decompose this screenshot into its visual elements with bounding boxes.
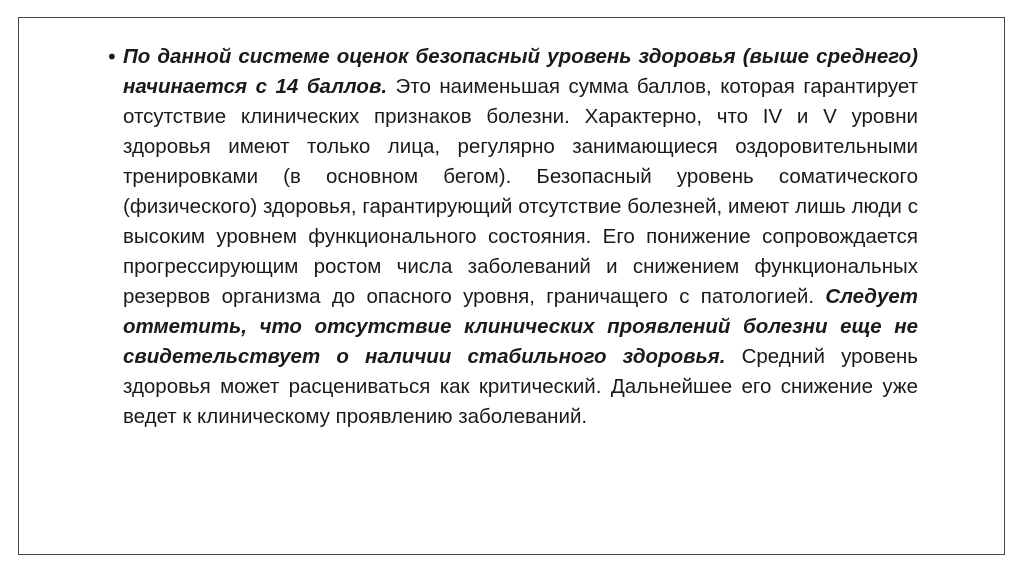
body-text-main: Это наименьшая сумма баллов, которая гарантирует отсутствие клинических признаков болезни. Характерно, что IV и V уровни здоровья имеют только лица, регулярно занимающиеся оздоровительными тренировками (в основном бегом). Безопасный уровень соматического (физического) здоровья, гарантирующий отсутствие болезней, имеют лишь люди с высоким уровнем функционального состояния. Его понижение сопровождается прогрессирующим ростом числа заболеваний и снижением функциональных резервов организма до опасного уровня, граничащего с патологией. xyxy=(123,75,919,308)
emphasis-clinical-note: Следует отметить, что отсутствие клинических проявлений болезни еще не свидетельствует о наличии стабильного здоровья. xyxy=(123,285,918,368)
emphasis-health-threshold: По данной системе оценок безопасный уровень здоровья (выше среднего) начинается с 14 баллов. xyxy=(123,45,918,98)
body-paragraph xyxy=(123,42,918,432)
body-text-conclusion: Средний уровень здоровья может расцениваться как критический. Дальнейшее его снижение уже ведет к клиническому проявлению заболеваний. xyxy=(123,345,918,428)
bullet-point-icon: • xyxy=(106,45,118,69)
